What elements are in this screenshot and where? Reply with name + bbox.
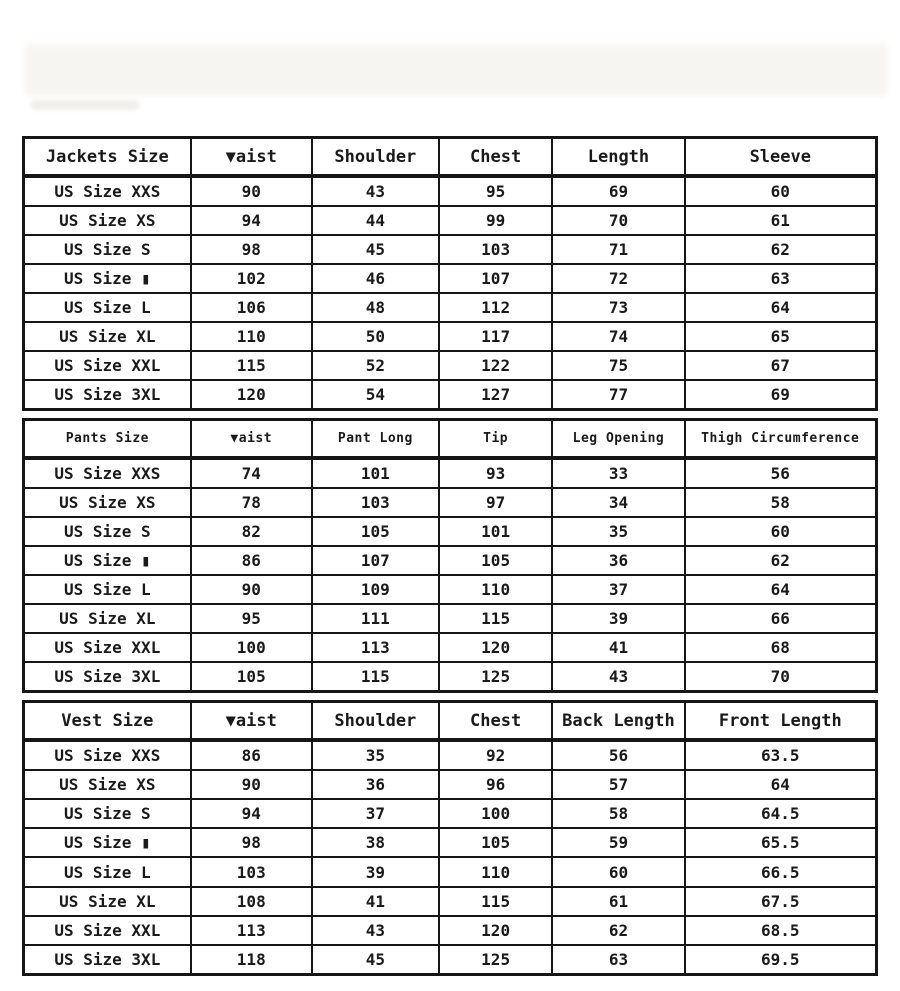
measurement-cell: 96 [439, 770, 552, 799]
measurement-cell: 108 [191, 887, 312, 916]
measurement-cell: 74 [191, 458, 312, 488]
measurement-cell: 68 [685, 633, 877, 662]
measurement-cell: 106 [191, 293, 312, 322]
column-header: Chest [439, 138, 552, 177]
table-row [24, 293, 877, 322]
column-header: ▼aist [191, 420, 312, 459]
measurement-cell: 73 [552, 293, 684, 322]
measurement-cell: 43 [552, 662, 684, 692]
size-label-cell: US Size XXS [24, 458, 191, 488]
measurement-cell: 58 [685, 488, 877, 517]
measurement-cell: 107 [312, 546, 439, 575]
table-row [24, 322, 877, 351]
header-row [24, 702, 877, 741]
measurement-cell: 45 [312, 945, 439, 975]
measurement-cell: 67 [685, 351, 877, 380]
size-label-cell: US Size L [24, 293, 191, 322]
measurement-cell: 62 [685, 235, 877, 264]
measurement-cell: 56 [685, 458, 877, 488]
measurement-cell: 97 [439, 488, 552, 517]
column-header: ▼aist [191, 138, 312, 177]
measurement-cell: 103 [312, 488, 439, 517]
table-row [24, 546, 877, 575]
size-label-cell: US Size L [24, 857, 191, 886]
column-header: Jackets Size [24, 138, 191, 177]
measurement-cell: 110 [191, 322, 312, 351]
table-row [24, 380, 877, 410]
table-row [24, 633, 877, 662]
measurement-cell: 75 [552, 351, 684, 380]
measurement-cell: 117 [439, 322, 552, 351]
measurement-cell: 92 [439, 740, 552, 770]
measurement-cell: 64 [685, 575, 877, 604]
measurement-cell: 35 [312, 740, 439, 770]
table-row [24, 887, 877, 916]
measurement-cell: 56 [552, 740, 684, 770]
measurement-cell: 107 [439, 264, 552, 293]
column-header: Shoulder [312, 702, 439, 741]
size-label-cell: US Size XL [24, 887, 191, 916]
column-header: Chest [439, 702, 552, 741]
size-label-cell: US Size S [24, 799, 191, 828]
measurement-cell: 68.5 [685, 916, 877, 945]
measurement-cell: 50 [312, 322, 439, 351]
measurement-cell: 36 [552, 546, 684, 575]
measurement-cell: 115 [312, 662, 439, 692]
measurement-cell: 48 [312, 293, 439, 322]
column-header: Pants Size [24, 420, 191, 459]
column-header: Shoulder [312, 138, 439, 177]
measurement-cell: 64 [685, 293, 877, 322]
measurement-cell: 90 [191, 575, 312, 604]
measurement-cell: 35 [552, 517, 684, 546]
measurement-cell: 69 [552, 176, 684, 206]
table-row [24, 916, 877, 945]
measurement-cell: 125 [439, 945, 552, 975]
measurement-cell: 44 [312, 206, 439, 235]
measurement-cell: 110 [439, 575, 552, 604]
measurement-cell: 63.5 [685, 740, 877, 770]
table-row [24, 176, 877, 206]
measurement-cell: 125 [439, 662, 552, 692]
table-row [24, 206, 877, 235]
measurement-cell: 65 [685, 322, 877, 351]
table-row [24, 264, 877, 293]
size-label-cell: US Size XL [24, 604, 191, 633]
measurement-cell: 71 [552, 235, 684, 264]
size-label-cell: US Size XS [24, 770, 191, 799]
size-label-cell: US Size XXL [24, 633, 191, 662]
column-header: Sleeve [685, 138, 877, 177]
measurement-cell: 120 [439, 916, 552, 945]
measurement-cell: 110 [439, 857, 552, 886]
measurement-cell: 64 [685, 770, 877, 799]
measurement-cell: 111 [312, 604, 439, 633]
measurement-cell: 59 [552, 828, 684, 857]
measurement-cell: 90 [191, 770, 312, 799]
size-label-cell: US Size XXS [24, 740, 191, 770]
column-header: Vest Size [24, 702, 191, 741]
measurement-cell: 101 [439, 517, 552, 546]
measurement-cell: 100 [439, 799, 552, 828]
measurement-cell: 33 [552, 458, 684, 488]
measurement-cell: 41 [552, 633, 684, 662]
header-row [24, 138, 877, 177]
measurement-cell: 118 [191, 945, 312, 975]
measurement-cell: 109 [312, 575, 439, 604]
size-label-cell: US Size XXL [24, 916, 191, 945]
column-header: Length [552, 138, 684, 177]
measurement-cell: 98 [191, 828, 312, 857]
measurement-cell: 112 [439, 293, 552, 322]
measurement-cell: 34 [552, 488, 684, 517]
measurement-cell: 120 [439, 633, 552, 662]
table-row [24, 351, 877, 380]
measurement-cell: 61 [685, 206, 877, 235]
measurement-cell: 100 [191, 633, 312, 662]
measurement-cell: 93 [439, 458, 552, 488]
size-label-cell: US Size XS [24, 206, 191, 235]
column-header: Tip [439, 420, 552, 459]
size-label-cell: US Size ▮ [24, 828, 191, 857]
jackets-size-table [22, 136, 878, 411]
table-row [24, 828, 877, 857]
size-label-cell: US Size XXS [24, 176, 191, 206]
measurement-cell: 115 [439, 604, 552, 633]
table-row [24, 799, 877, 828]
column-header: Back Length [552, 702, 684, 741]
measurement-cell: 62 [552, 916, 684, 945]
measurement-cell: 43 [312, 916, 439, 945]
measurement-cell: 103 [191, 857, 312, 886]
measurement-cell: 105 [191, 662, 312, 692]
size-label-cell: US Size ▮ [24, 546, 191, 575]
measurement-cell: 115 [191, 351, 312, 380]
table-row [24, 770, 877, 799]
measurement-cell: 113 [191, 916, 312, 945]
faded-watermark-band [25, 44, 887, 96]
column-header: Pant Long [312, 420, 439, 459]
measurement-cell: 37 [552, 575, 684, 604]
measurement-cell: 101 [312, 458, 439, 488]
column-header: Leg Opening [552, 420, 684, 459]
measurement-cell: 39 [552, 604, 684, 633]
measurement-cell: 77 [552, 380, 684, 410]
size-label-cell: US Size S [24, 517, 191, 546]
table-row [24, 857, 877, 886]
measurement-cell: 46 [312, 264, 439, 293]
measurement-cell: 65.5 [685, 828, 877, 857]
measurement-cell: 52 [312, 351, 439, 380]
column-header: Front Length [685, 702, 877, 741]
size-label-cell: US Size L [24, 575, 191, 604]
measurement-cell: 82 [191, 517, 312, 546]
measurement-cell: 122 [439, 351, 552, 380]
table-row [24, 235, 877, 264]
measurement-cell: 69 [685, 380, 877, 410]
table-row [24, 945, 877, 975]
table-row [24, 662, 877, 692]
measurement-cell: 72 [552, 264, 684, 293]
measurement-cell: 66.5 [685, 857, 877, 886]
column-header: Thigh Circumference [685, 420, 877, 459]
measurement-cell: 41 [312, 887, 439, 916]
measurement-cell: 66 [685, 604, 877, 633]
measurement-cell: 58 [552, 799, 684, 828]
measurement-cell: 37 [312, 799, 439, 828]
measurement-cell: 70 [552, 206, 684, 235]
measurement-cell: 95 [439, 176, 552, 206]
table-row [24, 458, 877, 488]
measurement-cell: 64.5 [685, 799, 877, 828]
measurement-cell: 105 [439, 546, 552, 575]
measurement-cell: 63 [685, 264, 877, 293]
measurement-cell: 60 [685, 176, 877, 206]
measurement-cell: 86 [191, 546, 312, 575]
size-label-cell: US Size S [24, 235, 191, 264]
measurement-cell: 67.5 [685, 887, 877, 916]
measurement-cell: 90 [191, 176, 312, 206]
measurement-cell: 102 [191, 264, 312, 293]
column-header: ▼aist [191, 702, 312, 741]
table-row [24, 740, 877, 770]
size-label-cell: US Size XS [24, 488, 191, 517]
measurement-cell: 39 [312, 857, 439, 886]
measurement-cell: 105 [439, 828, 552, 857]
measurement-cell: 38 [312, 828, 439, 857]
measurement-cell: 70 [685, 662, 877, 692]
measurement-cell: 113 [312, 633, 439, 662]
measurement-cell: 60 [685, 517, 877, 546]
measurement-cell: 69.5 [685, 945, 877, 975]
pants-size-table [22, 418, 878, 693]
measurement-cell: 94 [191, 799, 312, 828]
measurement-cell: 54 [312, 380, 439, 410]
vest-size-table [22, 700, 878, 976]
measurement-cell: 78 [191, 488, 312, 517]
measurement-cell: 103 [439, 235, 552, 264]
faded-smudge [30, 100, 140, 110]
size-label-cell: US Size XXL [24, 351, 191, 380]
size-label-cell: US Size 3XL [24, 380, 191, 410]
size-label-cell: US Size 3XL [24, 945, 191, 975]
size-label-cell: US Size ▮ [24, 264, 191, 293]
measurement-cell: 60 [552, 857, 684, 886]
measurement-cell: 57 [552, 770, 684, 799]
measurement-cell: 61 [552, 887, 684, 916]
measurement-cell: 105 [312, 517, 439, 546]
measurement-cell: 62 [685, 546, 877, 575]
table-row [24, 604, 877, 633]
size-label-cell: US Size 3XL [24, 662, 191, 692]
measurement-cell: 86 [191, 740, 312, 770]
header-row [24, 420, 877, 459]
table-row [24, 488, 877, 517]
table-row [24, 517, 877, 546]
size-label-cell: US Size XL [24, 322, 191, 351]
measurement-cell: 120 [191, 380, 312, 410]
measurement-cell: 127 [439, 380, 552, 410]
measurement-cell: 115 [439, 887, 552, 916]
measurement-cell: 43 [312, 176, 439, 206]
measurement-cell: 36 [312, 770, 439, 799]
measurement-cell: 95 [191, 604, 312, 633]
measurement-cell: 45 [312, 235, 439, 264]
measurement-cell: 74 [552, 322, 684, 351]
measurement-cell: 63 [552, 945, 684, 975]
measurement-cell: 94 [191, 206, 312, 235]
measurement-cell: 98 [191, 235, 312, 264]
measurement-cell: 99 [439, 206, 552, 235]
table-row [24, 575, 877, 604]
